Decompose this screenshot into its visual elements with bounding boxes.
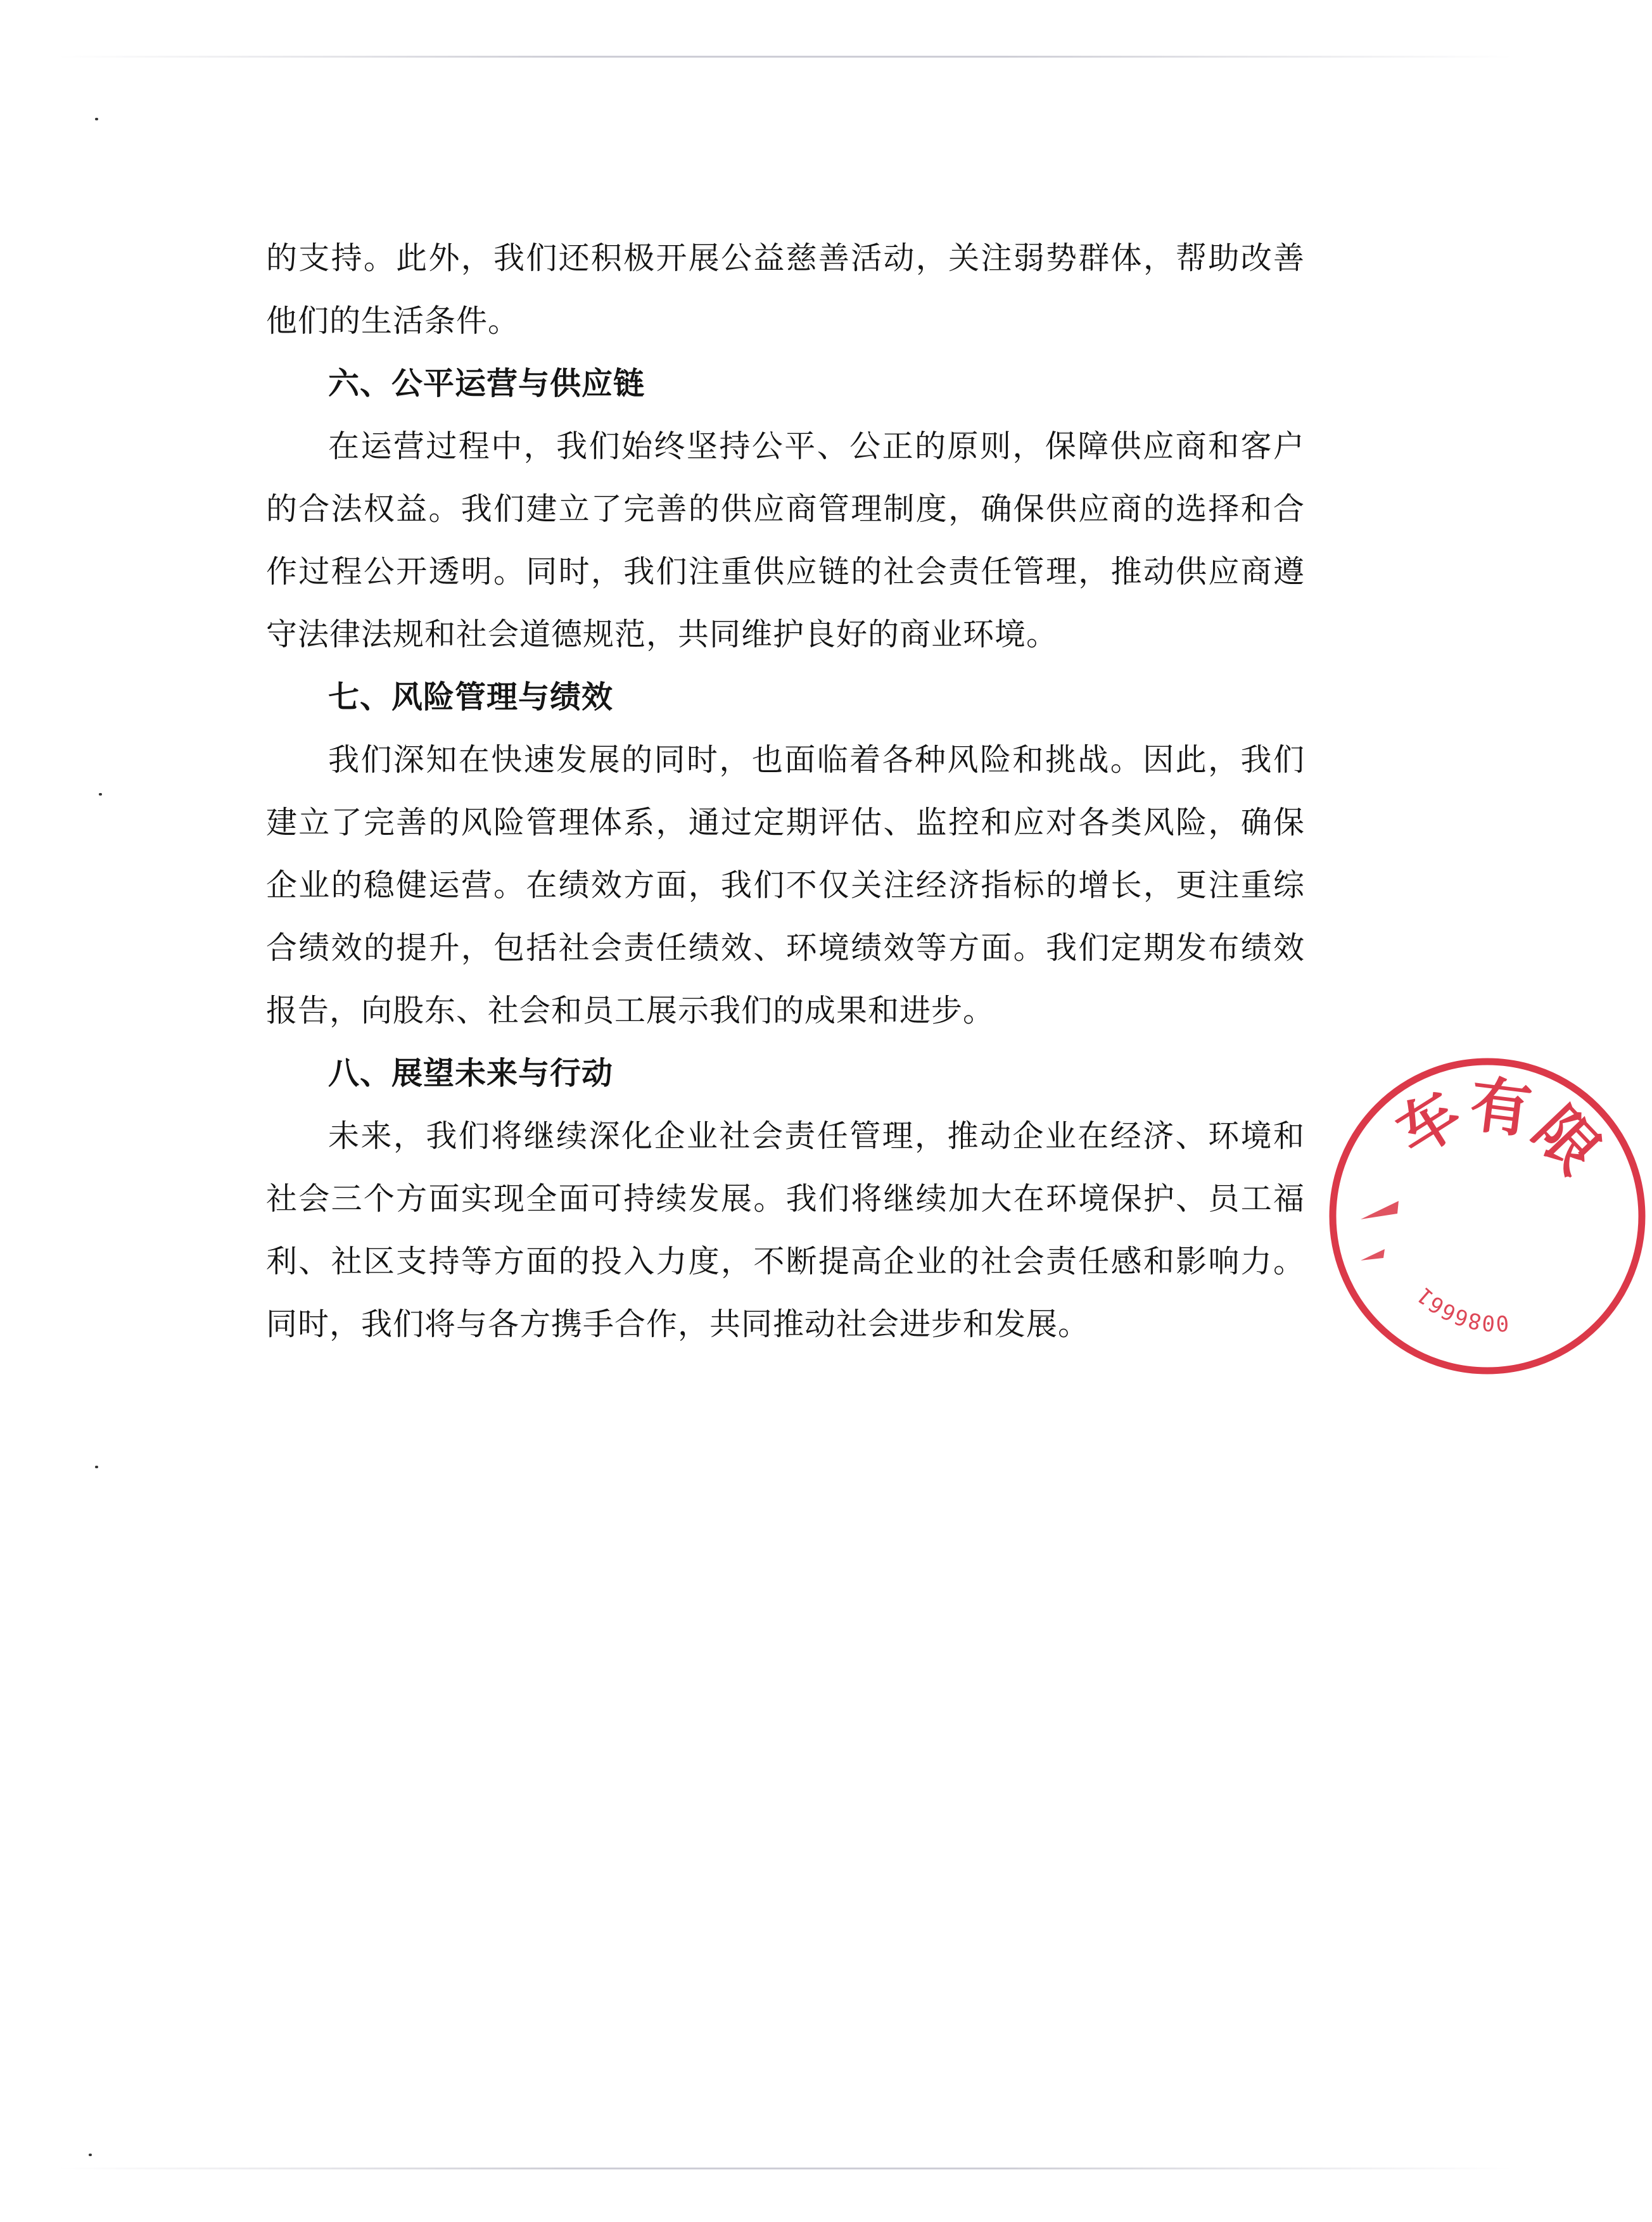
paragraph-fair-operations: 在运营过程中，我们始终坚持公平、公正的原则，保障供应商和客户的合法权益。我们建立了完善的供应商管理制度，确保供应商的选择和合作过程公开透明。同时，我们注重供应链的社会责任管理，推动供应商遵守法律法规和社会道德规范，共同维护良好的商业环境。 <box>266 428 1305 652</box>
scan-speck <box>89 2154 92 2156</box>
paragraph-risk-management: 我们深知在快速发展的同时，也面临着各种风险和挑战。因此，我们建立了完善的风险管理体系，通过定期评估、监控和应对各类风险，确保企业的稳健运营。在绩效方面，我们不仅关注经济指标的增长，更注重综合绩效的提升，包括社会责任绩效、环境绩效等方面。我们定期发布绩效报告，向股东、社会和员工展示我们的成果和进步。 <box>266 742 1305 1029</box>
scan-speck <box>95 118 98 120</box>
document-body <box>266 227 1305 1355</box>
scan-edge-bottom <box>57 2168 1513 2169</box>
paragraph-continuation: 的支持。此外，我们还积极开展公益慈善活动，关注弱势群体，帮助改善他们的生活条件。 <box>266 240 1305 339</box>
scan-edge-top <box>57 56 1513 58</box>
svg-text:车有限公司: 车有限公司 <box>1384 1069 1613 1188</box>
scan-speck <box>99 793 102 796</box>
section-heading-8: 八、展望未来与行动 <box>328 1055 614 1091</box>
svg-text:0086661: 0086661 <box>1412 1282 1509 1336</box>
company-seal <box>1323 1051 1613 1381</box>
section-heading-7: 七、风险管理与绩效 <box>328 679 614 715</box>
paragraph-future-outlook: 未来，我们将继续深化企业社会责任管理，推动企业在经济、环境和社会三个方面实现全面可持续发展。我们将继续加大在环境保护、员工福利、社区支持等方面的投入力度，不断提高企业的社会责任感和影响力。同时，我们将与各方携手合作，共同推动社会进步和发展。 <box>266 1118 1305 1342</box>
section-heading-6: 六、公平运营与供应链 <box>328 365 645 402</box>
scan-speck <box>95 1466 98 1468</box>
